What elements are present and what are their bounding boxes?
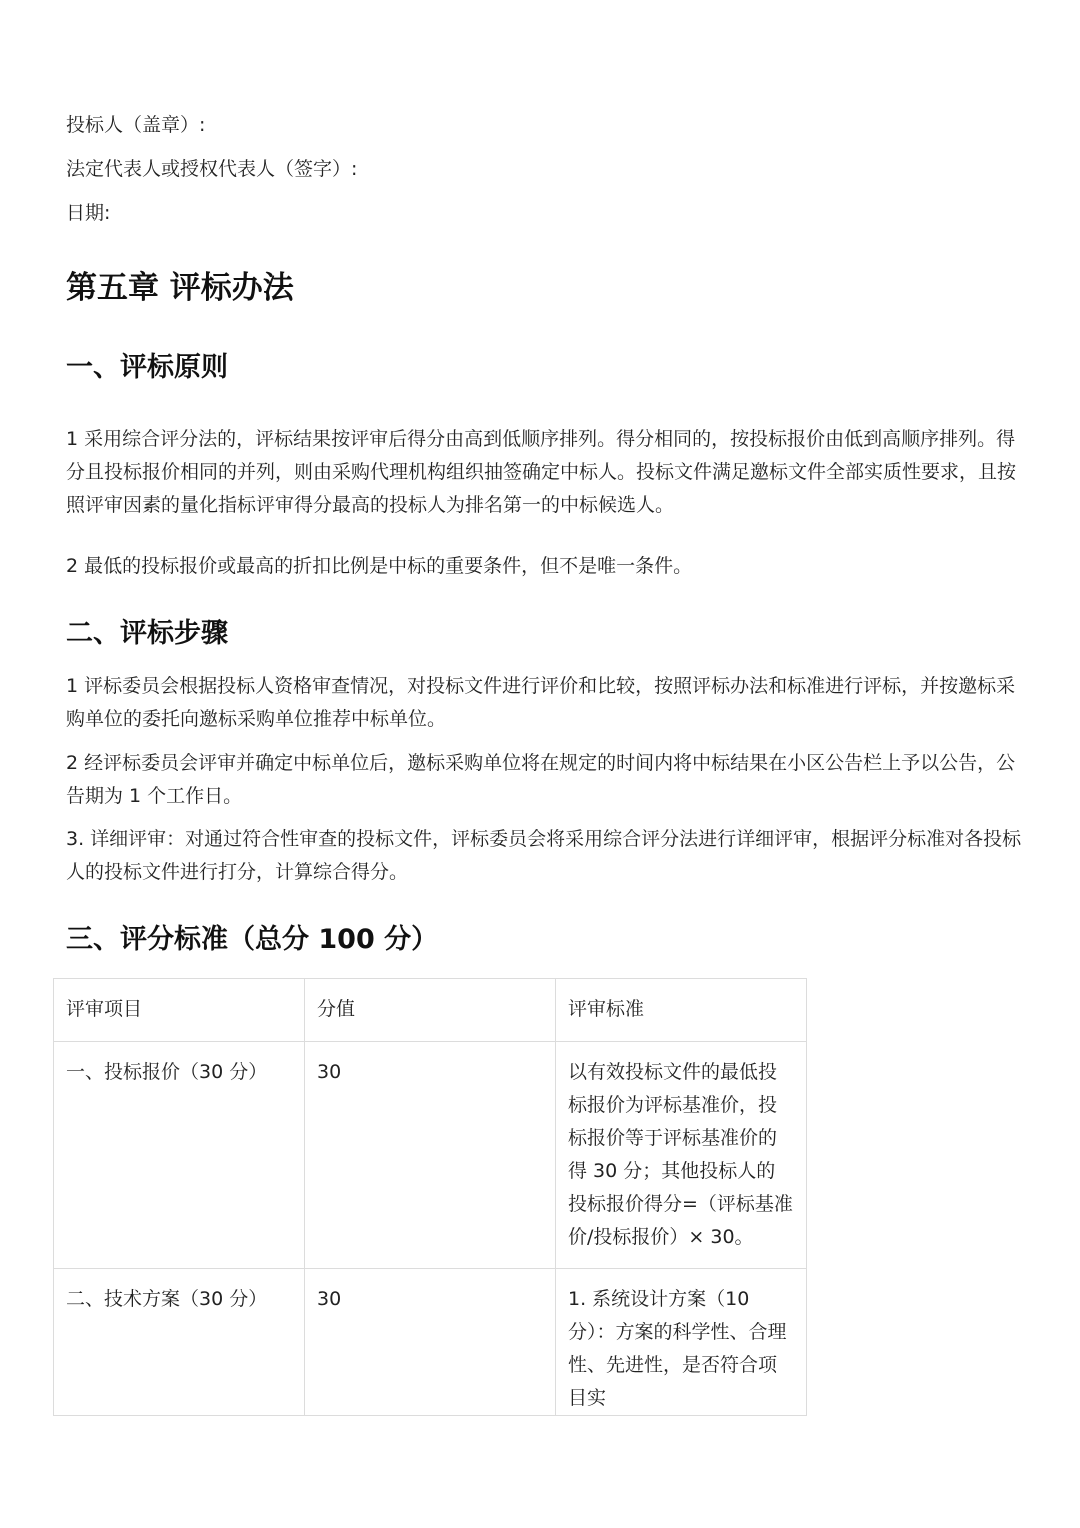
row-item: 二、技术方案（30 分）	[66, 1288, 268, 1310]
header-item: 评审项目	[66, 998, 143, 1020]
section-title-scoring: 三、评分标准（总分 100 分）	[66, 924, 439, 955]
table-header-row	[54, 979, 807, 1042]
principles-paragraph-1: 1 采用综合评分法的，评标结果按评审后得分由高到低顺序排列。得分相同的，按投标报价由低到高顺序排列。得分且投标报价相同的并列，则由采购代理机构组织抽签确定中标人。投标文件满足邀标文件全部实质性要求，且按照评审因素的量化指标评审得分最高的投标人为排名第一的中标候选人。	[66, 428, 1017, 516]
row-criteria: 1. 系统设计方案（10 分）：方案的科学性、合理性、先进性，是否符合项目实	[568, 1288, 787, 1409]
principles-paragraph-2: 2 最低的投标报价或最高的折扣比例是中标的重要条件，但不是唯一条件。	[66, 555, 693, 577]
row-score: 30	[317, 1061, 342, 1083]
scoring-table	[53, 978, 807, 1416]
bidder-seal-line: 投标人（盖章）:	[66, 114, 206, 136]
row-score: 30	[317, 1288, 342, 1310]
table-cell	[54, 1269, 305, 1416]
date-line: 日期:	[66, 202, 111, 224]
table-cell	[305, 1042, 556, 1269]
steps-paragraph-2: 2 经评标委员会评审并确定中标单位后，邀标采购单位将在规定的时间内将中标结果在小区公告栏上予以公告，公告期为 1 个工作日。	[66, 752, 1016, 807]
steps-paragraph-3: 3. 详细评审：对通过符合性审查的投标文件，评标委员会将采用综合评分法进行详细评审，根据评分标准对各投标人的投标文件进行打分，计算综合得分。	[66, 828, 1022, 883]
table-row	[54, 1269, 807, 1416]
header-score: 分值	[317, 998, 356, 1020]
table-cell	[556, 1269, 807, 1416]
row-criteria: 以有效投标文件的最低投标报价为评标基准价，投标报价等于评标基准价的得 30 分；其他投标人的投标报价得分=（评标基准价/投标报价）× 30。	[568, 1061, 793, 1248]
table-row	[54, 1042, 807, 1269]
table-cell	[54, 1042, 305, 1269]
section-title-steps: 二、评标步骤	[66, 618, 228, 649]
section-title-principles: 一、评标原则	[66, 352, 228, 383]
table-header-cell	[54, 979, 305, 1042]
table-header-cell	[556, 979, 807, 1042]
table-cell	[556, 1042, 807, 1269]
header-criteria: 评审标准	[568, 998, 645, 1020]
row-item: 一、投标报价（30 分）	[66, 1061, 268, 1083]
chapter-title: 第五章 评标办法	[66, 270, 294, 306]
table-header-cell	[305, 979, 556, 1042]
representative-sign-line: 法定代表人或授权代表人（签字）:	[66, 158, 358, 180]
table-cell	[305, 1269, 556, 1416]
steps-paragraph-1: 1 评标委员会根据投标人资格审查情况，对投标文件进行评价和比较，按照评标办法和标准进行评标，并按邀标采购单位的委托向邀标采购单位推荐中标单位。	[66, 675, 1016, 730]
